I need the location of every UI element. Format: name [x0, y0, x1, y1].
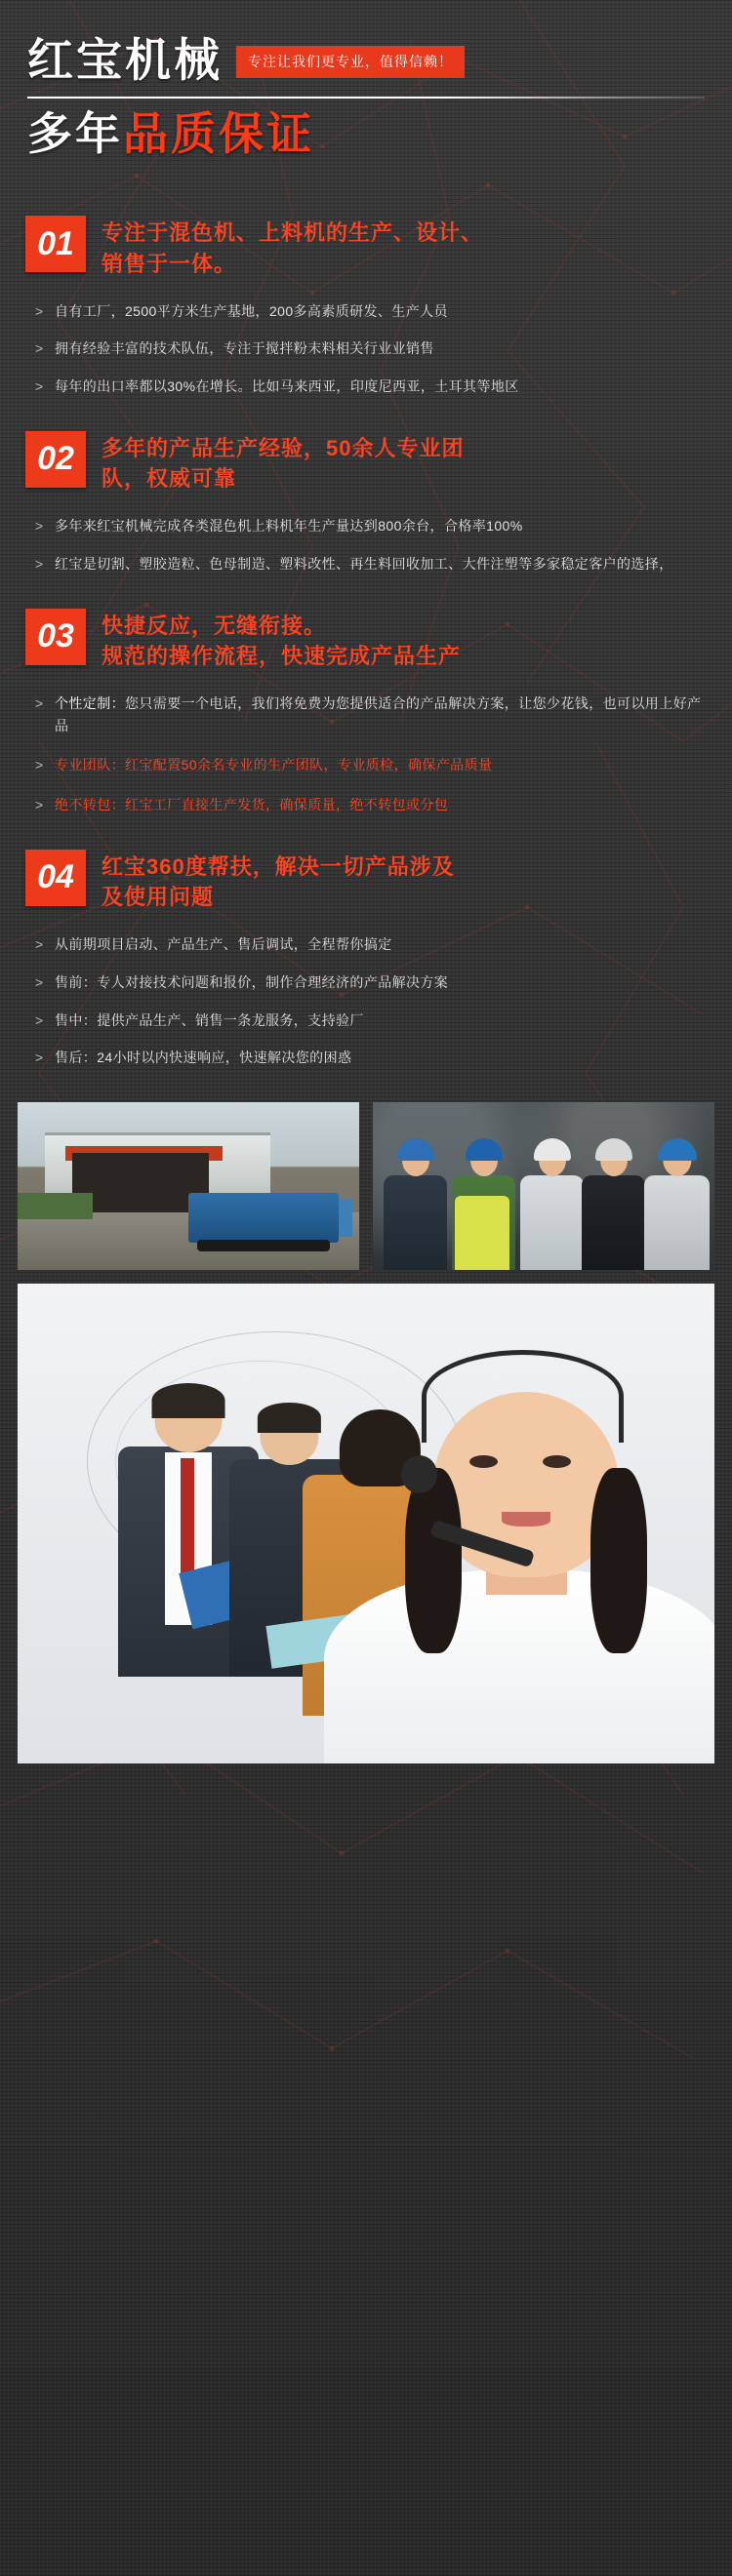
service-agent-figure: [324, 1341, 714, 1764]
header-divider: [27, 97, 705, 99]
list-item: > 自有工厂，2500平方米生产基地，200多高素质研发、生产人员: [33, 300, 707, 323]
section-01-bullets: [33, 300, 707, 398]
section-04-head: [25, 850, 707, 912]
section-02-title-line2: 队，权威可靠: [102, 466, 237, 492]
list-item-text: 红宝工厂直接生产发货，确保质量，绝不转包或分包: [125, 797, 449, 813]
section-03-title: [102, 609, 461, 671]
section-01-number: 01: [25, 216, 86, 272]
section-03-number: 03: [25, 609, 86, 665]
list-item: [33, 754, 707, 776]
section-03-title-line2: 规范的操作流程，快速完成产品生产: [102, 643, 462, 668]
section-02-number: 02: [25, 431, 86, 488]
page-header: [0, 0, 732, 182]
factory-photo: [18, 1102, 359, 1270]
section-02-title: [102, 431, 464, 494]
list-item: > 从前期项目启动、产品生产、售后调试，全程帮你搞定: [33, 933, 707, 956]
list-item-text: 您只需要一个电话，我们将免费为您提供适合的产品解决方案，让您少花钱，也可以用上好产品: [55, 695, 702, 733]
section-01-head: [25, 216, 707, 278]
list-item: > 售中：提供产品生产、销售一条龙服务，支持验厂: [33, 1010, 707, 1032]
headset-icon: [422, 1350, 624, 1443]
section-04-bullets: [33, 933, 707, 1069]
factory-greenery: [18, 1193, 93, 1220]
list-item: > 拥有经验丰富的技术队伍，专注于搅拌粉末料相关行业业销售: [33, 337, 707, 360]
brand-row: [27, 34, 705, 86]
section-02-title-line1: 多年的产品生产经验，50余人专业团: [102, 435, 465, 460]
section-04-number: 04: [25, 850, 86, 906]
list-item: > 每年的出口率都以30%在增长。比如马来西亚，印度尼西亚，土耳其等地区: [33, 376, 707, 398]
list-item-lead: 专业团队：: [55, 757, 125, 773]
list-item-lead: 绝不转包：: [55, 797, 125, 813]
headline-prefix: 多年: [27, 108, 123, 159]
section-01: [0, 216, 732, 397]
brand-name: 红宝机械: [27, 34, 223, 86]
section-02-head: [25, 431, 707, 494]
page-title: [27, 110, 705, 157]
factory-truck: [188, 1193, 339, 1244]
section-03-title-line1: 快捷反应，无缝衔接。: [102, 613, 327, 638]
section-03-bullets: [33, 693, 707, 816]
photo-row: [18, 1102, 714, 1270]
section-01-title: [102, 216, 483, 278]
service-photo: [18, 1284, 714, 1764]
list-item: [33, 794, 707, 816]
section-02: [0, 431, 732, 575]
workers-photo: [373, 1102, 714, 1270]
section-03-head: [25, 609, 707, 671]
header-tagline: 专注让我们更专业，值得信赖！: [236, 46, 465, 78]
list-item: > 售前：专人对接技术问题和报价，制作合理经济的产品解决方案: [33, 971, 707, 994]
worker-figure: [380, 1146, 452, 1270]
section-01-title-line1: 专注于混色机、上料机的生产、设计、: [102, 220, 484, 246]
section-01-title-line2: 销售于一体。: [102, 251, 237, 276]
headline-highlight: 品质保证: [123, 108, 314, 159]
section-02-bullets: [33, 515, 707, 575]
section-04-title-line2: 及使用问题: [102, 884, 215, 909]
list-item: > 多年来红宝机械完成各类混色机上料机年生产量达到800余台，合格率100%: [33, 515, 707, 537]
section-03: [0, 609, 732, 816]
list-item-text: 红宝配置50余名专业的生产团队，专业质检，确保产品质量: [125, 757, 493, 773]
worker-figure: [639, 1146, 714, 1270]
list-item-lead: 个性定制：: [55, 695, 125, 712]
worker-safety-vest: [455, 1196, 509, 1270]
list-item: [33, 693, 707, 736]
list-item: > 售后：24小时以内快速响应，快速解决您的困惑: [33, 1047, 707, 1069]
section-04-title-line1: 红宝360度帮扶，解决一切产品涉及: [102, 853, 455, 879]
section-04-title: [102, 850, 455, 912]
list-item: > 红宝是切割、塑胶造粒、色母制造、塑料改性、再生料回收加工、大件注塑等多家稳定客户的选择，: [33, 553, 707, 575]
section-04: [0, 850, 732, 1069]
